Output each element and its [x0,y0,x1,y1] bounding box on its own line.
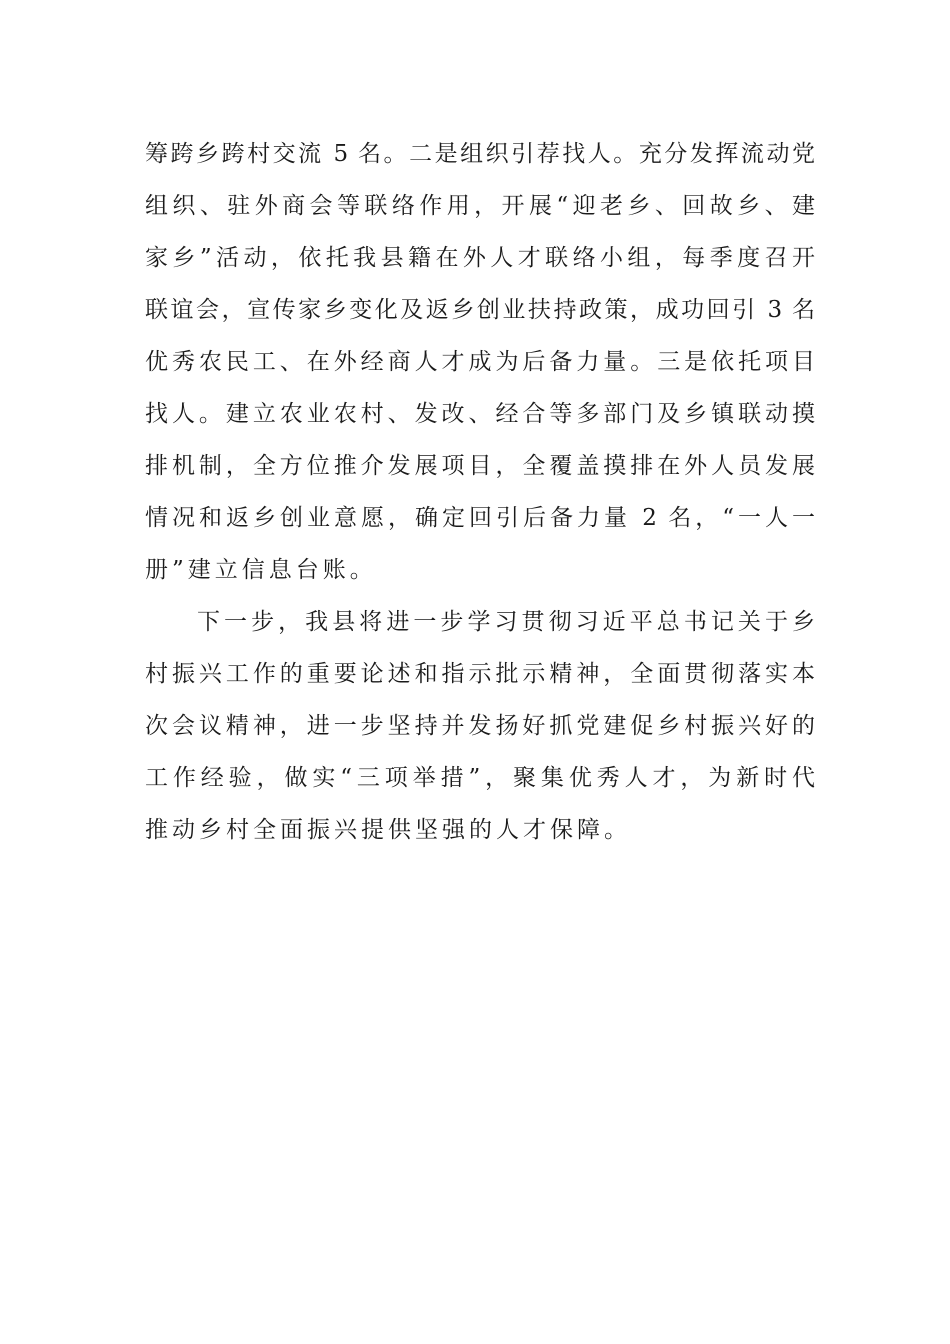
text-line: 情况和返乡创业意愿，确定回引后备力量 2 名，“一人一 [145,505,815,531]
text-line: 筹跨乡跨村交流 5 名。二是组织引荐找人。充分发挥流动党 [145,141,815,167]
text-line: 联谊会，宣传家乡变化及返乡创业扶持政策，成功回引 3 名 [145,297,815,323]
text-line: 组织、驻外商会等联络作用，开展“迎老乡、回故乡、建 [145,193,815,219]
text-line: 次会议精神，进一步坚持并发扬好抓党建促乡村振兴好的 [145,713,815,739]
text-line: 村振兴工作的重要论述和指示批示精神，全面贯彻落实本 [145,661,815,687]
text-line: 排机制，全方位推介发展项目，全覆盖摸排在外人员发展 [145,453,815,479]
text-line: 优秀农民工、在外经商人才成为后备力量。三是依托项目 [145,349,815,375]
text-line: 下一步，我县将进一步学习贯彻习近平总书记关于乡 [197,609,815,635]
document-body [145,128,815,856]
text-line: 册”建立信息台账。 [145,557,377,583]
text-line: 家乡”活动，依托我县籍在外人才联络小组，每季度召开 [145,245,815,271]
paragraph-2 [145,596,815,856]
text-line: 推动乡村全面振兴提供坚强的人才保障。 [145,817,631,843]
text-line: 找人。建立农业农村、发改、经合等多部门及乡镇联动摸 [145,401,815,427]
text-line: 工作经验，做实“三项举措”，聚集优秀人才，为新时代 [145,765,815,791]
paragraph-1 [145,128,815,596]
